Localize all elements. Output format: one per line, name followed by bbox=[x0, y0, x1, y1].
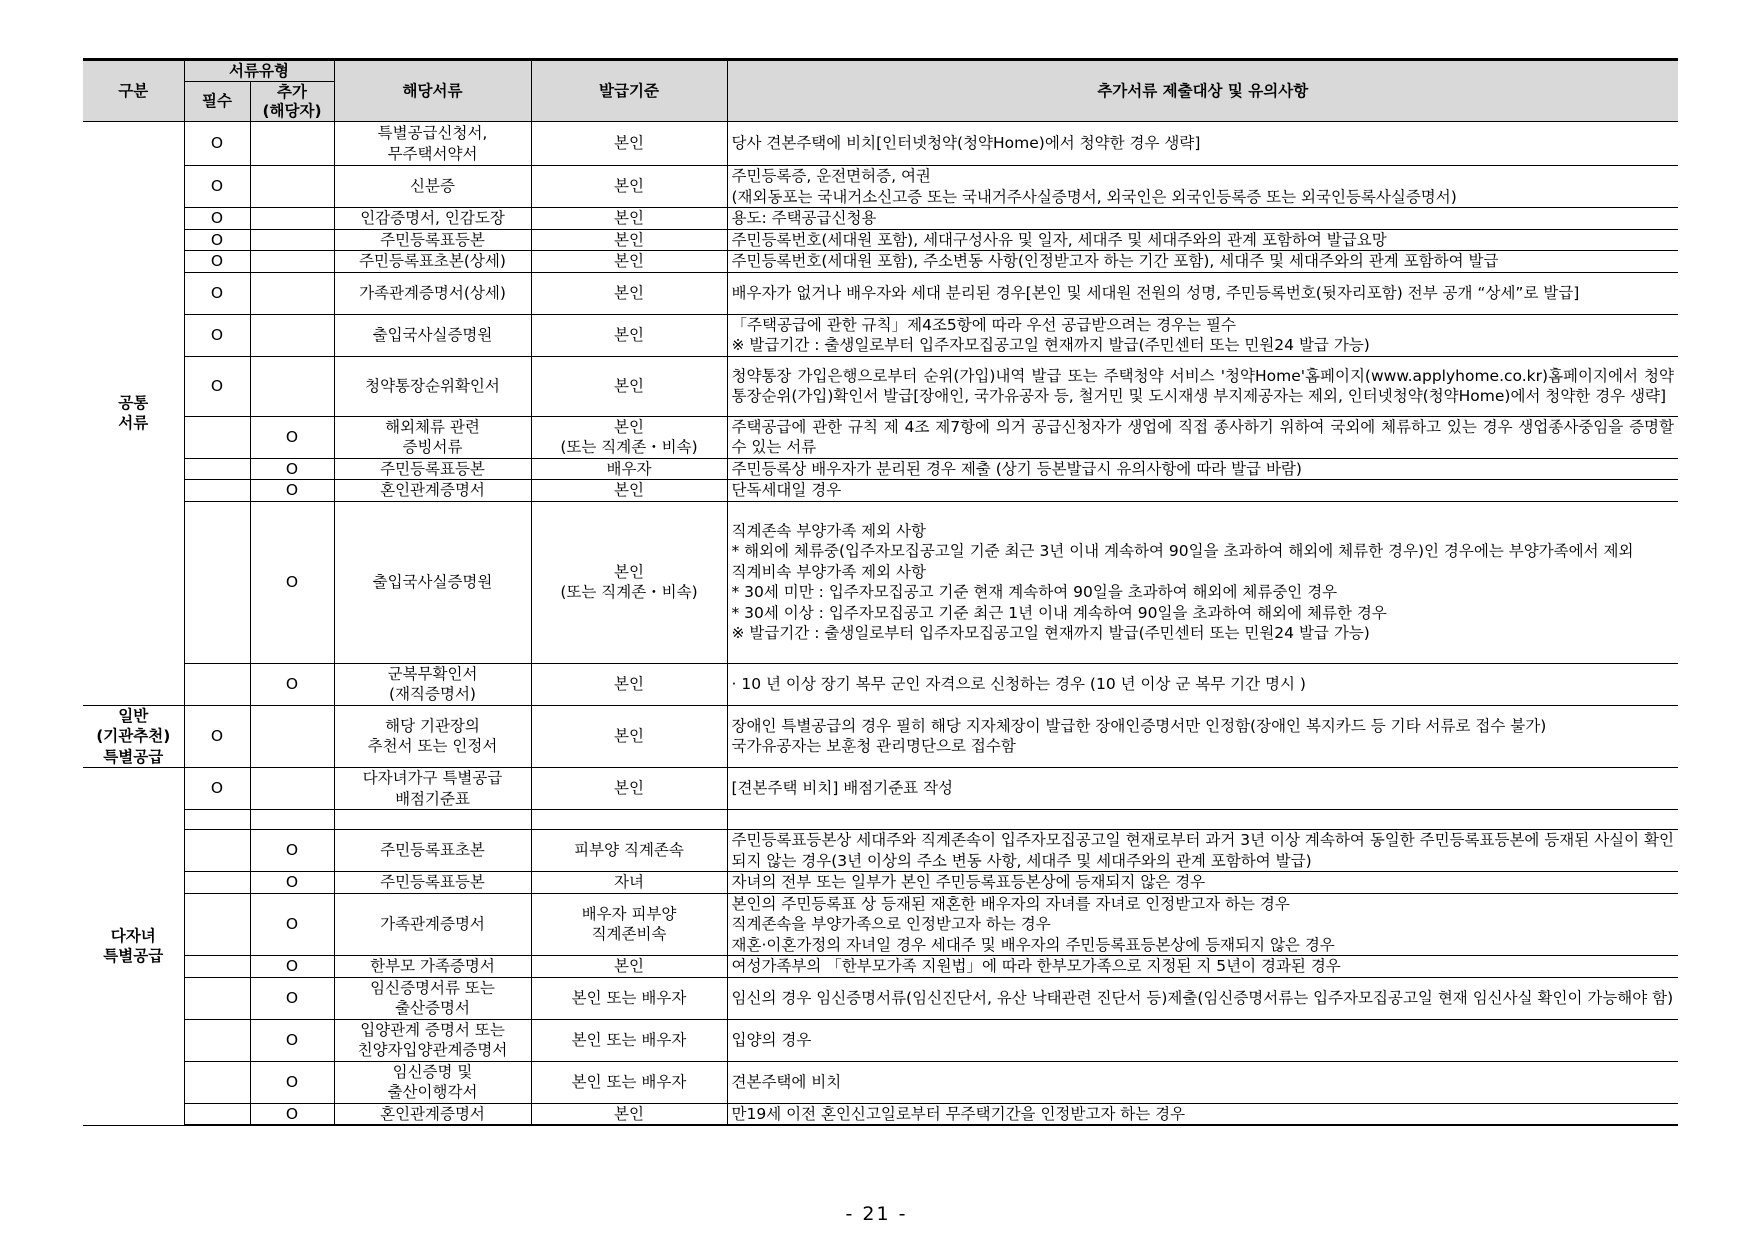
additional-mark: O bbox=[250, 458, 334, 480]
issue-basis-cell-line: 본인 bbox=[614, 230, 644, 249]
additional-mark: O bbox=[250, 1103, 334, 1125]
issue-basis-cell-line: 본인 또는 배우자 bbox=[571, 1030, 687, 1049]
issue-basis-cell bbox=[531, 501, 727, 663]
document-name-cell bbox=[334, 977, 531, 1019]
issue-basis-cell bbox=[531, 251, 727, 273]
page-number: - 21 - bbox=[845, 1203, 908, 1225]
required-mark: O bbox=[184, 251, 250, 273]
table-row bbox=[83, 810, 1678, 830]
document-name-cell-line: 인감증명서, 인감도장 bbox=[360, 209, 505, 227]
notes-cell bbox=[727, 956, 1678, 978]
header-additional bbox=[250, 82, 334, 122]
notes-cell-line: 주택공급에 관한 규칙 제 4조 제7항에 의거 공급신청자가 생업에 직접 종사하기 위하여 국외에 체류하고 있는 경우 생업종사중임을 증명할 수 있는 서류 bbox=[731, 417, 1674, 456]
header-issue-basis: 발급기준 bbox=[531, 60, 727, 122]
notes-cell bbox=[727, 501, 1678, 663]
additional-mark: O bbox=[250, 830, 334, 872]
issue-basis-cell-line: 본인 bbox=[614, 779, 644, 798]
document-name-cell bbox=[334, 356, 531, 416]
issue-basis-cell-line: 본인 bbox=[614, 1104, 644, 1123]
issue-basis-cell-line: 본인 bbox=[614, 957, 644, 975]
issue-basis-cell-line: 본인 bbox=[614, 376, 644, 395]
document-name-cell bbox=[334, 663, 531, 705]
additional-mark: O bbox=[250, 501, 334, 663]
additional-mark: O bbox=[250, 663, 334, 705]
table-row bbox=[83, 1103, 1678, 1125]
notes-cell-line: 단독세대일 경우 bbox=[731, 481, 842, 499]
header-additional-line: 추가 bbox=[277, 82, 307, 101]
document-name-cell bbox=[334, 251, 531, 273]
notes-cell-line: 견본주택에 비치 bbox=[731, 1072, 842, 1091]
issue-basis-cell-line: 자녀 bbox=[614, 873, 644, 891]
required-mark bbox=[184, 458, 250, 480]
table-row bbox=[83, 122, 1678, 166]
document-name-cell bbox=[334, 1061, 531, 1103]
required-mark: O bbox=[184, 768, 250, 810]
document-name-cell-line: 해외체류 관련 bbox=[385, 417, 480, 436]
issue-basis-cell-line: 본인 bbox=[614, 134, 644, 153]
document-name-cell bbox=[334, 501, 531, 663]
issue-basis-cell bbox=[531, 872, 727, 894]
additional-mark: O bbox=[250, 872, 334, 894]
document-name-cell bbox=[334, 458, 531, 480]
document-name-cell-line: 청약통장순위확인서 bbox=[365, 376, 500, 395]
issue-basis-cell bbox=[531, 830, 727, 872]
document-name-cell bbox=[334, 1103, 531, 1125]
table-row bbox=[83, 416, 1678, 458]
category-cell-multichild-line: 특별공급 bbox=[103, 947, 164, 966]
document-name-cell bbox=[334, 830, 531, 872]
document-name-cell-line: 신분증 bbox=[410, 177, 455, 196]
additional-mark bbox=[250, 768, 334, 810]
table-row bbox=[83, 663, 1678, 705]
notes-cell bbox=[727, 663, 1678, 705]
table-row bbox=[83, 229, 1678, 251]
notes-cell bbox=[727, 1019, 1678, 1061]
required-mark: O bbox=[184, 208, 250, 230]
notes-cell-line: 재혼·이혼가정의 자녀일 경우 세대주 및 배우자의 주민등록표등본상에 등재되지 않은 경우 bbox=[731, 935, 1335, 954]
required-mark: O bbox=[184, 356, 250, 416]
notes-cell-line: 「주택공급에 관한 규칙」제4조5항에 따라 우선 공급받으려는 경우는 필수 bbox=[731, 315, 1236, 334]
issue-basis-cell-line: 배우자 피부양 bbox=[581, 904, 677, 923]
required-mark bbox=[184, 416, 250, 458]
issue-basis-cell-line: 직계존비속 bbox=[591, 925, 667, 944]
required-mark bbox=[184, 830, 250, 872]
notes-cell bbox=[727, 705, 1678, 768]
required-mark: O bbox=[184, 705, 250, 768]
notes-cell bbox=[727, 1103, 1678, 1125]
notes-cell-line: 청약통장 가입은행으로부터 순위(가입)내역 발급 또는 주택청약 서비스 '청약Home'홈페이지(www.applyhome.co.kr)홈페이지에서 청약통장순위(가입)확인서 발급[장애인, 국가유공자 등, 철거민 및 도시재생 부지제공자는 제외, 인터넷청약(청약Home)에서 청약한 경우 생략] bbox=[731, 366, 1674, 405]
header-required: 필수 bbox=[184, 82, 250, 122]
issue-basis-cell-line: 본인 bbox=[614, 727, 644, 745]
notes-cell-line: 주민등록번호(세대원 포함), 주소변동 사항(인정받고자 하는 기간 포함), 세대주 및 세대주와의 관계 포함하여 발급 bbox=[731, 252, 1499, 270]
issue-basis-cell-line: 본인 bbox=[614, 209, 644, 227]
notes-cell-line: 주민등록번호(세대원 포함), 세대구성사유 및 일자, 세대주 및 세대주와의 관계 포함하여 발급요망 bbox=[731, 230, 1387, 249]
issue-basis-cell bbox=[531, 705, 727, 768]
notes-cell-line: * 30세 미만 : 입주자모집공고 기준 현재 계속하여 90일을 초과하여 해외에 체류중인 경우 bbox=[731, 583, 1338, 601]
additional-mark: O bbox=[250, 893, 334, 956]
document-name-cell-line: 친양자입양관계증명서 bbox=[357, 1041, 508, 1059]
required-mark: O bbox=[184, 122, 250, 166]
notes-cell bbox=[727, 893, 1678, 956]
table-row bbox=[83, 1019, 1678, 1061]
issue-basis-cell bbox=[531, 314, 727, 356]
additional-mark bbox=[250, 251, 334, 273]
document-name-cell bbox=[334, 314, 531, 356]
document-name-cell-line: 임신증명서류 또는 bbox=[370, 978, 495, 997]
document-name-cell-line: 출산증명서 bbox=[395, 999, 470, 1017]
notes-cell-line: 직계존속을 부양가족으로 인정받고자 하는 경우 bbox=[731, 915, 1051, 933]
category-cell-general-line: (기관추천) bbox=[96, 727, 171, 745]
document-requirements-table bbox=[83, 58, 1678, 1126]
table-row bbox=[83, 458, 1678, 480]
notes-cell-line: 입양의 경우 bbox=[731, 1030, 812, 1049]
issue-basis-cell-line: 피부양 직계존속 bbox=[574, 841, 684, 860]
document-name-cell-line: 추천서 또는 인정서 bbox=[367, 737, 498, 756]
document-name-cell-line: (재직증명서) bbox=[389, 685, 476, 703]
additional-mark: O bbox=[250, 956, 334, 978]
issue-basis-cell bbox=[531, 893, 727, 956]
document-name-cell-line: 배점기준표 bbox=[395, 789, 470, 808]
required-mark bbox=[184, 977, 250, 1019]
issue-basis-cell bbox=[531, 229, 727, 251]
category-cell-common-line: 서류 bbox=[118, 414, 149, 433]
table-row bbox=[83, 1061, 1678, 1103]
issue-basis-cell bbox=[531, 122, 727, 166]
issue-basis-cell-line: 본인 bbox=[614, 325, 644, 344]
notes-cell-line: 직계존속 부양가족 제외 사항 bbox=[731, 521, 926, 540]
document-name-cell-line: 한부모 가족증명서 bbox=[370, 957, 495, 975]
additional-mark bbox=[250, 810, 334, 830]
issue-basis-cell-line: 본인 bbox=[614, 417, 644, 436]
notes-cell bbox=[727, 1061, 1678, 1103]
required-mark bbox=[184, 663, 250, 705]
notes-cell-line: (재외동포는 국내거소신고증 또는 국내거주사실증명서, 외국인은 외국인등록증 또는 외국인등록사실증명서) bbox=[731, 187, 1457, 206]
additional-mark: O bbox=[250, 480, 334, 502]
category-cell-common-line: 공통 bbox=[118, 393, 149, 412]
issue-basis-cell-line: 본인 bbox=[614, 252, 644, 270]
issue-basis-cell bbox=[531, 480, 727, 502]
issue-basis-cell bbox=[531, 956, 727, 978]
required-mark bbox=[184, 501, 250, 663]
document-name-cell-line: 무주택서약서 bbox=[387, 144, 478, 163]
table-row bbox=[83, 956, 1678, 978]
additional-mark: O bbox=[250, 977, 334, 1019]
issue-basis-cell-line: 본인 bbox=[614, 674, 644, 693]
required-mark bbox=[184, 1103, 250, 1125]
header-additional-line: (해당자) bbox=[262, 101, 322, 120]
issue-basis-cell bbox=[531, 663, 727, 705]
notes-cell-line: 주민등록표등본상 세대주와 직계존속이 입주자모집공고일 현재로부터 과거 3년 이상 계속하여 동일한 주민등록표등본에 등재된 사실이 확인되지 않는 경우(3년 이상의 주소 변동 사항, 세대주 및 세대주와의 관계 포함하여 발급) bbox=[731, 831, 1674, 870]
notes-cell-line: 직계비속 부양가족 제외 사항 bbox=[731, 562, 926, 581]
issue-basis-cell-line: 본인 또는 배우자 bbox=[571, 1072, 687, 1091]
category-cell-general bbox=[83, 705, 184, 768]
document-name-cell-line: 입양관계 증명서 또는 bbox=[360, 1020, 505, 1039]
notes-cell-line: ※ 발급기간 : 출생일로부터 입주자모집공고일 현재까지 발급(주민센터 또는 민원24 발급 가능) bbox=[731, 624, 1370, 642]
notes-cell-line: 주민등록상 배우자가 분리된 경우 제출 (상기 등본발급시 유의사항에 따라 발급 바람) bbox=[731, 459, 1302, 478]
issue-basis-cell-line: 배우자 bbox=[606, 459, 652, 478]
table-row bbox=[83, 977, 1678, 1019]
notes-cell-line: 배우자가 없거나 배우자와 세대 분리된 경우[본인 및 세대원 전원의 성명, 주민등록번호(뒷자리포함) 전부 공개 “상세”로 발급] bbox=[731, 283, 1580, 302]
notes-cell bbox=[727, 166, 1678, 208]
notes-cell-line: 여성가족부의 「한부모가족 지원법」에 따라 한부모가족으로 지정된 지 5년이 경과된 경우 bbox=[731, 957, 1341, 975]
issue-basis-cell bbox=[531, 1019, 727, 1061]
document-name-cell-line: 증빙서류 bbox=[402, 438, 463, 456]
required-mark: O bbox=[184, 229, 250, 251]
notes-cell-line: 만19세 이전 혼인신고일로부터 무주택기간을 인정받고자 하는 경우 bbox=[731, 1104, 1186, 1123]
document-name-cell-line: 혼인관계증명서 bbox=[380, 1104, 485, 1123]
document-name-cell-line: 주민등록표등본 bbox=[380, 230, 485, 249]
notes-cell bbox=[727, 314, 1678, 356]
required-mark bbox=[184, 810, 250, 830]
notes-cell-line: 용도: 주택공급신청용 bbox=[731, 209, 877, 227]
document-name-cell-line: 해당 기관장의 bbox=[385, 716, 480, 735]
table-row bbox=[83, 768, 1678, 810]
notes-cell-line: ※ 발급기간 : 출생일로부터 입주자모집공고일 현재까지 발급(주민센터 또는 민원24 발급 가능) bbox=[731, 336, 1370, 354]
document-name-cell-line: 출입국사실증명원 bbox=[372, 572, 493, 591]
issue-basis-cell-line: 본인 bbox=[614, 562, 644, 581]
issue-basis-cell-line: 본인 또는 배우자 bbox=[571, 988, 687, 1007]
table-row bbox=[83, 356, 1678, 416]
required-mark: O bbox=[184, 314, 250, 356]
table-row bbox=[83, 830, 1678, 872]
document-name-cell-line: 가족관계증명서(상세) bbox=[359, 283, 506, 302]
issue-basis-cell bbox=[531, 208, 727, 230]
additional-mark bbox=[250, 272, 334, 314]
issue-basis-cell bbox=[531, 768, 727, 810]
document-name-cell bbox=[334, 208, 531, 230]
notes-cell bbox=[727, 416, 1678, 458]
issue-basis-cell bbox=[531, 810, 727, 830]
table-row bbox=[83, 705, 1678, 768]
table-row bbox=[83, 272, 1678, 314]
document-name-cell-line: 주민등록표등본 bbox=[380, 459, 485, 478]
category-cell-multichild bbox=[83, 768, 184, 1126]
required-mark: O bbox=[184, 166, 250, 208]
notes-cell-line: * 30세 이상 : 입주자모집공고 기준 최근 1년 이내 계속하여 90일을 초과하여 해외에 체류한 경우 bbox=[731, 603, 1387, 622]
category-cell-general-line: 특별공급 bbox=[103, 747, 164, 766]
header-doc-type: 서류유형 bbox=[184, 60, 334, 82]
category-cell-multichild-line: 다자녀 bbox=[110, 926, 156, 945]
additional-mark bbox=[250, 229, 334, 251]
issue-basis-cell bbox=[531, 166, 727, 208]
notes-cell bbox=[727, 768, 1678, 810]
document-name-cell-line: 주민등록표등본 bbox=[380, 873, 485, 891]
required-mark bbox=[184, 1061, 250, 1103]
issue-basis-cell bbox=[531, 977, 727, 1019]
notes-cell bbox=[727, 208, 1678, 230]
notes-cell bbox=[727, 872, 1678, 894]
issue-basis-cell bbox=[531, 416, 727, 458]
additional-mark: O bbox=[250, 1019, 334, 1061]
issue-basis-cell-line: 본인 bbox=[614, 177, 644, 196]
issue-basis-cell bbox=[531, 1061, 727, 1103]
document-name-cell-line: 군복무확인서 bbox=[387, 664, 478, 683]
required-mark bbox=[184, 956, 250, 978]
document-name-cell bbox=[334, 272, 531, 314]
document-name-cell bbox=[334, 893, 531, 956]
document-name-cell bbox=[334, 416, 531, 458]
notes-cell-line: · 10 년 이상 장기 복무 군인 자격으로 신청하는 경우 (10 년 이상 군 복무 기간 명시 ) bbox=[731, 674, 1306, 693]
document-name-cell bbox=[334, 229, 531, 251]
notes-cell-line: 본인의 주민등록표 상 등재된 재혼한 배우자의 자녀를 자녀로 인정받고자 하는 경우 bbox=[731, 894, 1290, 913]
issue-basis-cell bbox=[531, 356, 727, 416]
required-mark bbox=[184, 1019, 250, 1061]
document-name-cell-line: 다자녀가구 특별공급 bbox=[362, 769, 503, 787]
document-name-cell bbox=[334, 768, 531, 810]
notes-cell-line: 임신의 경우 임신증명서류(임신진단서, 유산 낙태관련 진단서 등)제출(임신증명서류는 입주자모집공고일 현재 임신사실 확인이 가능해야 함) bbox=[731, 988, 1674, 1007]
notes-cell-line: 장애인 특별공급의 경우 필히 해당 지자체장이 발급한 장애인증명서만 인정함(장애인 복지카드 등 기타 서류로 접수 불가) bbox=[731, 716, 1547, 735]
issue-basis-cell bbox=[531, 1103, 727, 1125]
notes-cell-line: 자녀의 전부 또는 일부가 본인 주민등록표등본상에 등재되지 않은 경우 bbox=[731, 873, 1206, 891]
issue-basis-cell-line: 본인 bbox=[614, 481, 644, 499]
notes-cell bbox=[727, 122, 1678, 166]
table-row bbox=[83, 480, 1678, 502]
required-mark: O bbox=[184, 272, 250, 314]
document-name-cell bbox=[334, 705, 531, 768]
required-mark bbox=[184, 480, 250, 502]
document-name-cell-line: 출입국사실증명원 bbox=[372, 325, 493, 344]
notes-cell-line: 당사 견본주택에 비치[인터넷청약(청약Home)에서 청약한 경우 생략] bbox=[731, 134, 1201, 153]
required-mark bbox=[184, 893, 250, 956]
category-cell-general-line: 일반 bbox=[118, 706, 149, 725]
document-name-cell-line: 주민등록표초본 bbox=[380, 841, 485, 860]
document-name-cell-line: 혼인관계증명서 bbox=[380, 481, 485, 499]
issue-basis-cell-line: (또는 직계존・비속) bbox=[560, 438, 698, 456]
additional-mark bbox=[250, 166, 334, 208]
category-cell-common bbox=[83, 122, 184, 706]
table-row bbox=[83, 501, 1678, 663]
document-name-cell-line: 출산이행각서 bbox=[387, 1083, 478, 1101]
additional-mark bbox=[250, 208, 334, 230]
document-name-cell bbox=[334, 956, 531, 978]
notes-cell bbox=[727, 480, 1678, 502]
issue-basis-cell bbox=[531, 458, 727, 480]
notes-cell bbox=[727, 272, 1678, 314]
additional-mark: O bbox=[250, 416, 334, 458]
table-row bbox=[83, 893, 1678, 956]
additional-mark bbox=[250, 314, 334, 356]
document-name-cell-line: 가족관계증명서 bbox=[380, 915, 485, 933]
document-name-cell bbox=[334, 872, 531, 894]
document-name-cell bbox=[334, 166, 531, 208]
document-name-cell bbox=[334, 810, 531, 830]
notes-cell bbox=[727, 229, 1678, 251]
notes-cell bbox=[727, 356, 1678, 416]
notes-cell bbox=[727, 251, 1678, 273]
document-name-cell-line: 특별공급신청서, bbox=[377, 124, 488, 142]
table-row bbox=[83, 208, 1678, 230]
additional-mark bbox=[250, 356, 334, 416]
document-name-cell-line: 임신증명 및 bbox=[392, 1062, 473, 1081]
header-category: 구분 bbox=[83, 60, 184, 122]
notes-cell-line: [견본주택 비치] 배점기준표 작성 bbox=[731, 779, 954, 798]
additional-mark: O bbox=[250, 1061, 334, 1103]
header-document: 해당서류 bbox=[334, 60, 531, 122]
table-row bbox=[83, 251, 1678, 273]
table-row bbox=[83, 314, 1678, 356]
header-notes: 추가서류 제출대상 및 유의사항 bbox=[727, 60, 1678, 122]
document-name-cell bbox=[334, 122, 531, 166]
additional-mark bbox=[250, 122, 334, 166]
notes-cell-line: * 해외에 체류중(입주자모집공고일 기준 최근 3년 이내 계속하여 90일을 초과하여 해외에 체류한 경우)인 경우에는 부양가족에서 제외 bbox=[731, 542, 1634, 560]
notes-cell bbox=[727, 830, 1678, 872]
issue-basis-cell-line: 본인 bbox=[614, 283, 644, 302]
issue-basis-cell bbox=[531, 272, 727, 314]
issue-basis-cell-line: (또는 직계존・비속) bbox=[560, 583, 698, 601]
document-name-cell-line: 주민등록표초본(상세) bbox=[359, 252, 506, 270]
table-body bbox=[83, 122, 1678, 1126]
document-name-cell bbox=[334, 1019, 531, 1061]
notes-cell-line: 주민등록증, 운전면허증, 여권 bbox=[731, 167, 931, 185]
table-row bbox=[83, 872, 1678, 894]
required-mark bbox=[184, 872, 250, 894]
notes-cell bbox=[727, 977, 1678, 1019]
notes-cell-line: 국가유공자는 보훈청 관리명단으로 접수함 bbox=[731, 737, 1016, 756]
table-row bbox=[83, 166, 1678, 208]
document-name-cell bbox=[334, 480, 531, 502]
additional-mark bbox=[250, 705, 334, 768]
notes-cell bbox=[727, 458, 1678, 480]
notes-cell bbox=[727, 810, 1678, 830]
